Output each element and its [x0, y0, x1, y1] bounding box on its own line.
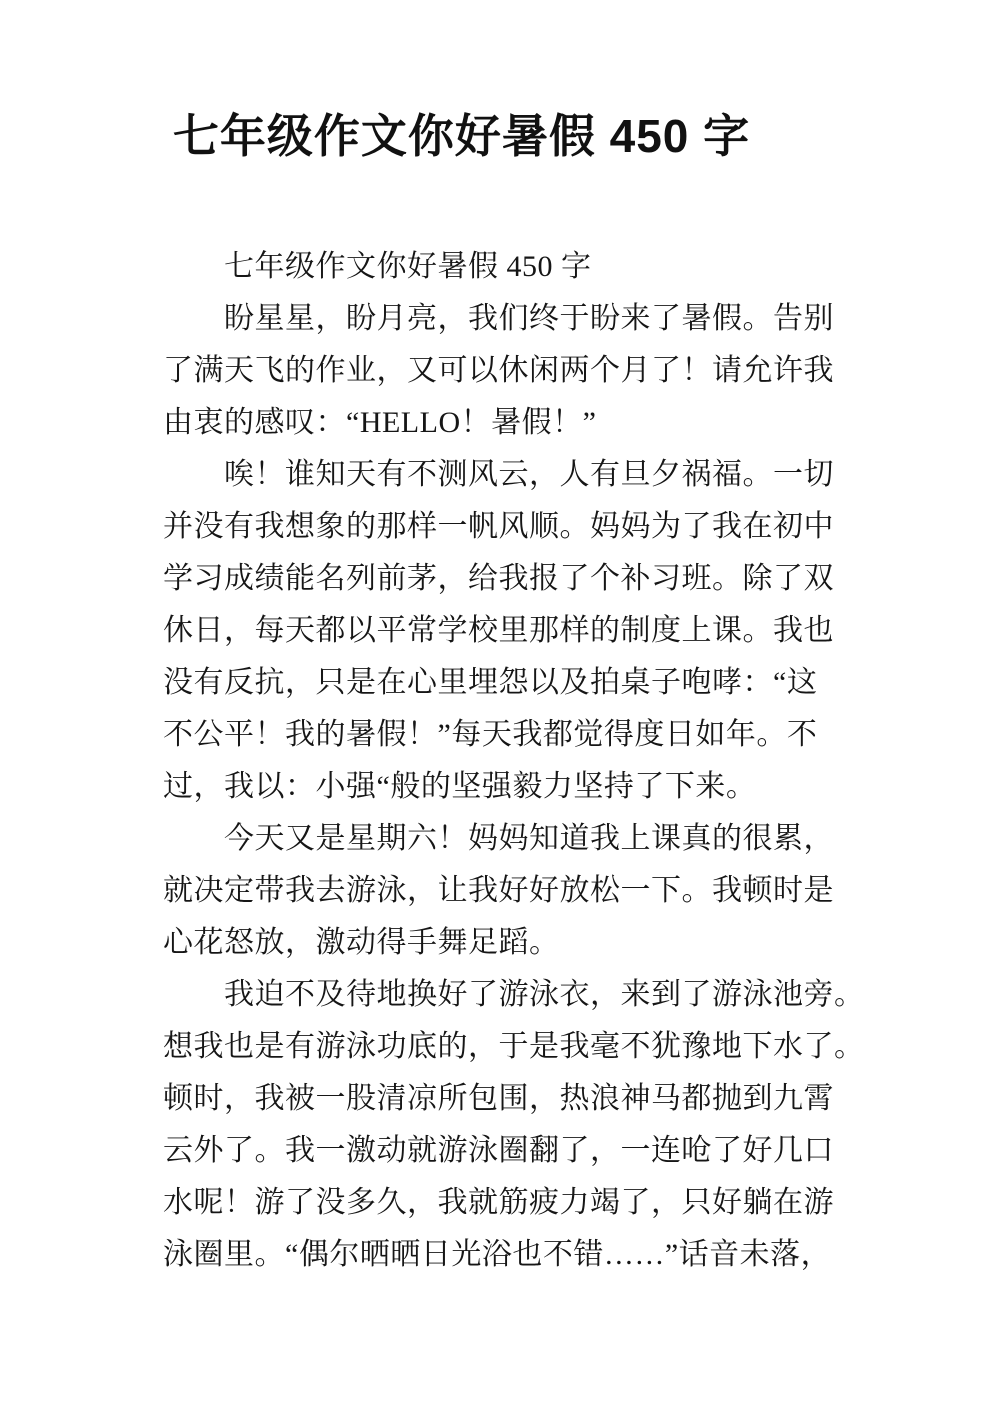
paragraph — [163, 241, 863, 293]
text-line: 过，我以：小强“般的坚强毅力坚持了下来。 — [163, 770, 757, 803]
paragraph — [163, 969, 863, 1281]
text-line: 我迫不及待地换好了游泳衣，来到了游泳池旁。 — [163, 978, 865, 1011]
text-line: 盼星星，盼月亮，我们终于盼来了暑假。告别 — [163, 302, 834, 335]
text-line: 心花怒放，激动得手舞足蹈。 — [163, 926, 560, 959]
text-line: 想我也是有游泳功底的，于是我毫不犹豫地下水了。 — [163, 1030, 865, 1063]
document-body — [163, 241, 863, 1281]
text-line: 没有反抗，只是在心里埋怨以及拍桌子咆哮：“这 — [163, 666, 818, 699]
paragraph — [163, 813, 863, 969]
text-line: 云外了。我一激动就游泳圈翻了，一连呛了好几口 — [163, 1134, 834, 1167]
page-title: 七年级作文你好暑假 450 字 — [172, 110, 751, 162]
text-line: 休日，每天都以平常学校里那样的制度上课。我也 — [163, 614, 834, 647]
text-line: 并没有我想象的那样一帆风顺。妈妈为了我在初中 — [163, 510, 834, 543]
paragraph — [163, 449, 863, 813]
text-line: 七年级作文你好暑假 450 字 — [163, 250, 592, 283]
text-line: 水呢！游了没多久，我就筋疲力竭了，只好躺在游 — [163, 1186, 834, 1219]
paragraph — [163, 293, 863, 449]
text-line: 学习成绩能名列前茅，给我报了个补习班。除了双 — [163, 562, 834, 595]
text-line: 不公平！我的暑假！”每天我都觉得度日如年。不 — [163, 718, 818, 751]
text-line: 今天又是星期六！妈妈知道我上课真的很累， — [163, 822, 834, 855]
text-line: 唉！谁知天有不测风云，人有旦夕祸福。一切 — [163, 458, 834, 491]
text-line: 了满天飞的作业，又可以休闲两个月了！请允许我 — [163, 354, 834, 387]
text-line: 泳圈里。“偶尔晒晒日光浴也不错……”话音未落， — [163, 1238, 832, 1271]
text-line: 顿时，我被一股清凉所包围，热浪神马都抛到九霄 — [163, 1082, 834, 1115]
text-line: 由衷的感叹：“HELLO！暑假！” — [163, 406, 597, 439]
text-line: 就决定带我去游泳，让我好好放松一下。我顿时是 — [163, 874, 834, 907]
